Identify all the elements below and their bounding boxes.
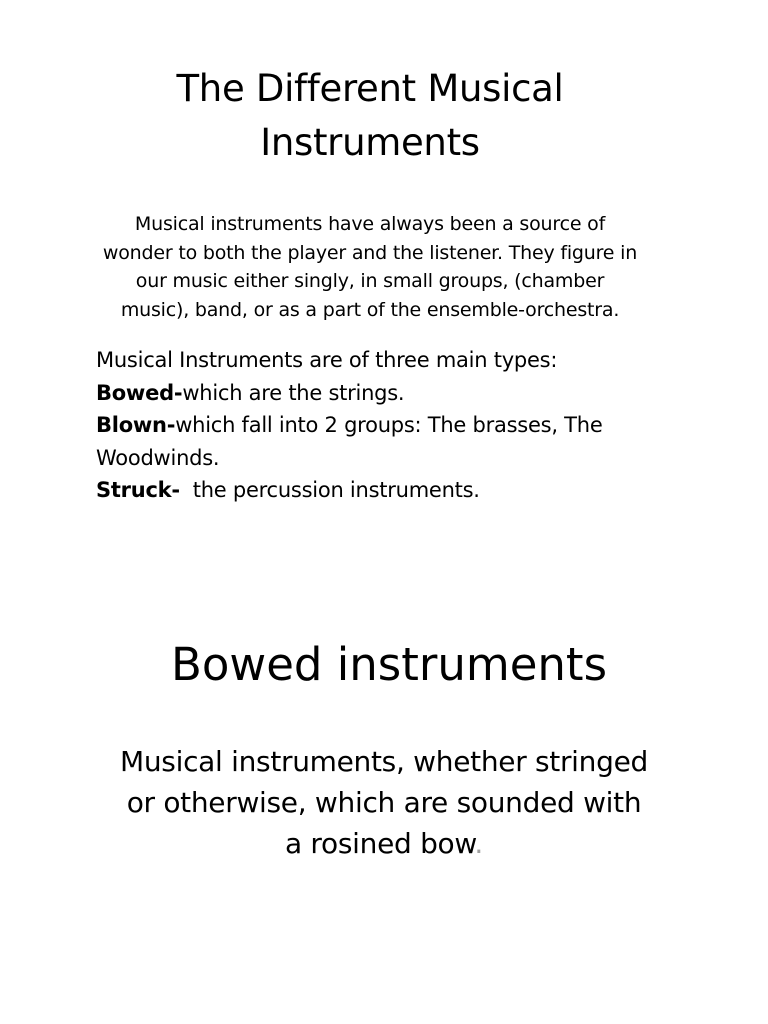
slide-bowed-instruments [0, 576, 768, 1024]
definition-end-mark: . [474, 827, 484, 860]
type-term: Struck- [96, 478, 180, 502]
types-heading: Musical Instruments are of three main types: [96, 348, 558, 372]
definition-text: Musical instruments, whether stringed or otherwise, which are sounded with a rosined bow [120, 745, 648, 860]
type-term: Bowed- [96, 380, 183, 405]
instrument-types-list [96, 344, 656, 507]
type-description: which are the strings. [182, 380, 405, 405]
type-term: Blown- [96, 413, 176, 437]
intro-paragraph: Musical instruments have always been a source of wonder to both the player and the listener. They figure in our music either singly, in small groups, (chamber music), band, or as a part of the ensemble-orchestra. [102, 213, 638, 321]
type-item-bowed [96, 377, 656, 410]
type-description: which fall into 2 groups: The brasses, The Woodwinds. [96, 413, 603, 470]
slide-title: The Different Musical Instruments [176, 67, 564, 164]
type-item-blown [96, 409, 656, 474]
type-item-struck [96, 474, 656, 507]
slide-title: Bowed instruments [170, 638, 608, 691]
definition-paragraph [114, 741, 654, 864]
type-description: the percussion instruments. [192, 478, 480, 502]
